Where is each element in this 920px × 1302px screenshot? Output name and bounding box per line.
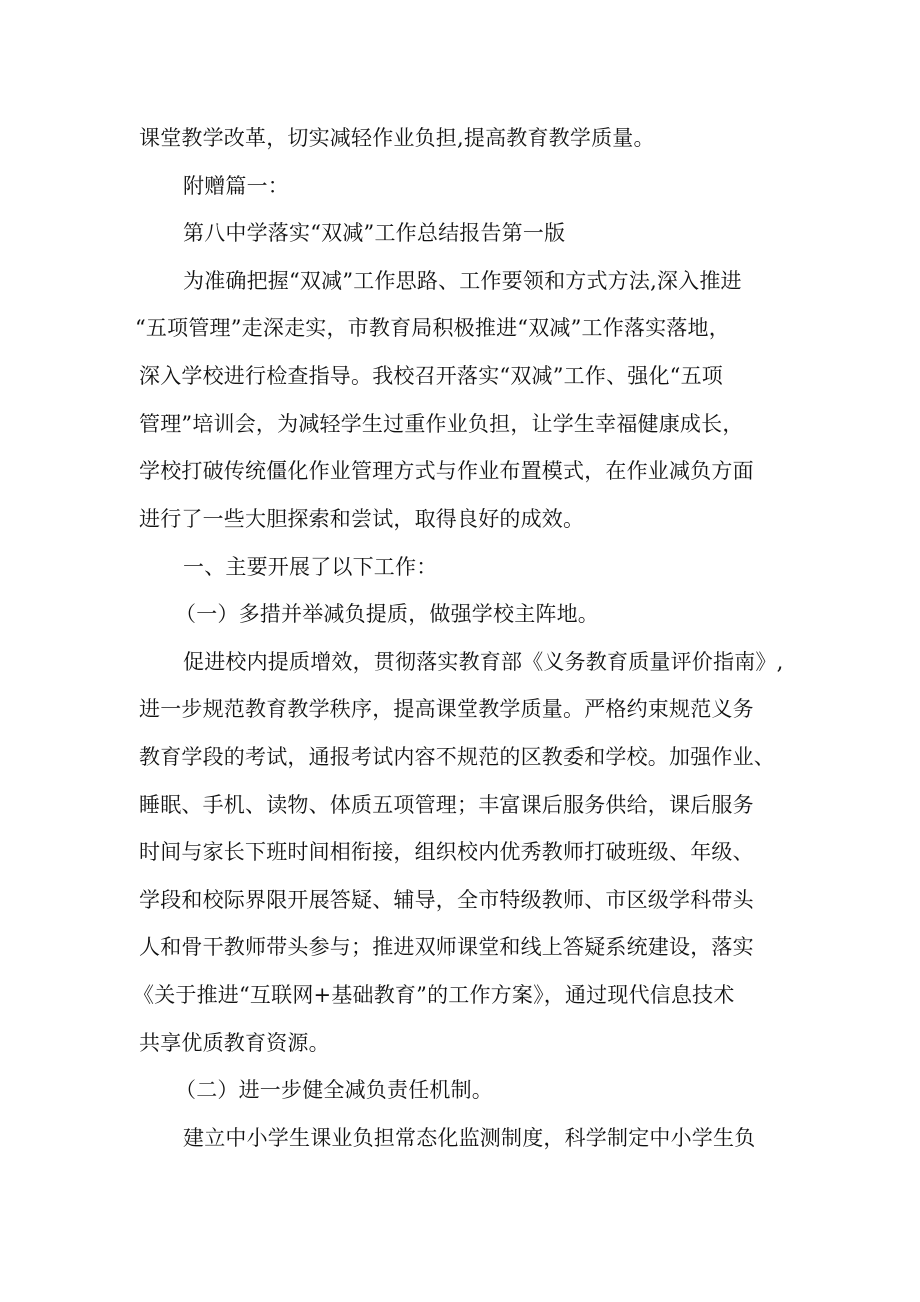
text-line-18: 人和骨干教师带头参与；推进双师课堂和线上答疑系统建设，落实 [139,935,754,959]
text-line-22: 建立中小学生课业负担常态化监测制度，科学制定中小学生负 [183,1126,756,1150]
text-line-20: 共享优质教育资源。 [139,1031,330,1055]
text-line-4: 为准确把握“双减”工作思路、工作要领和方式方法,深入推进 [183,269,742,293]
text-line-6: 深入学校进行检查指导。我校召开落实“双减”工作、强化“五项 [139,364,724,388]
text-line-17: 学段和校际界限开展答疑、辅导，全市特级教师、市区级学科带头 [139,888,754,912]
text-line-15: 睡眠、手机、读物、体质五项管理；丰富课后服务供给，课后服务 [139,793,754,817]
text-line-16: 时间与家长下班时间相衔接，组织校内优秀教师打破班级、年级、 [139,840,754,864]
text-line-5: “五项管理”走深走实，市教育局积极推进“双减”工作落实落地， [135,316,730,340]
text-line-8: 学校打破传统僵化作业管理方式与作业布置模式，在作业减负方面 [139,459,754,483]
section-heading-1: 一、主要开展了以下工作： [183,555,438,579]
text-line-14: 教育学段的考试，通报考试内容不规范的区教委和学校。加强作业、 [139,745,775,769]
text-line-7: 管理”培训会，为减轻学生过重作业负担，让学生幸福健康成长， [139,412,744,436]
subsection-heading-2: （二）进一步健全减负责任机制。 [175,1078,493,1102]
subsection-heading-1: （一）多措并举减负提质，做强学校主阵地。 [175,602,599,626]
appendix-heading: 附赠篇一： [183,174,289,198]
text-line-19: 《关于推进“互联网+基础教育”的工作方案》，通过现代信息技术 [133,983,735,1007]
text-line-9: 进行了一些大胆探索和尝试，取得良好的成效。 [139,507,585,531]
text-line-12: 促进校内提质增效，贯彻落实教育部《义务教育质量评价指南》, [183,650,784,674]
report-title: 第八中学落实“双减”工作总结报告第一版 [183,221,566,245]
text-line-1: 课堂教学改革，切实减轻作业负担,提高教育教学质量。 [139,126,655,150]
text-line-13: 进一步规范教育教学秩序，提高课堂教学质量。严格约束规范义务 [139,697,754,721]
